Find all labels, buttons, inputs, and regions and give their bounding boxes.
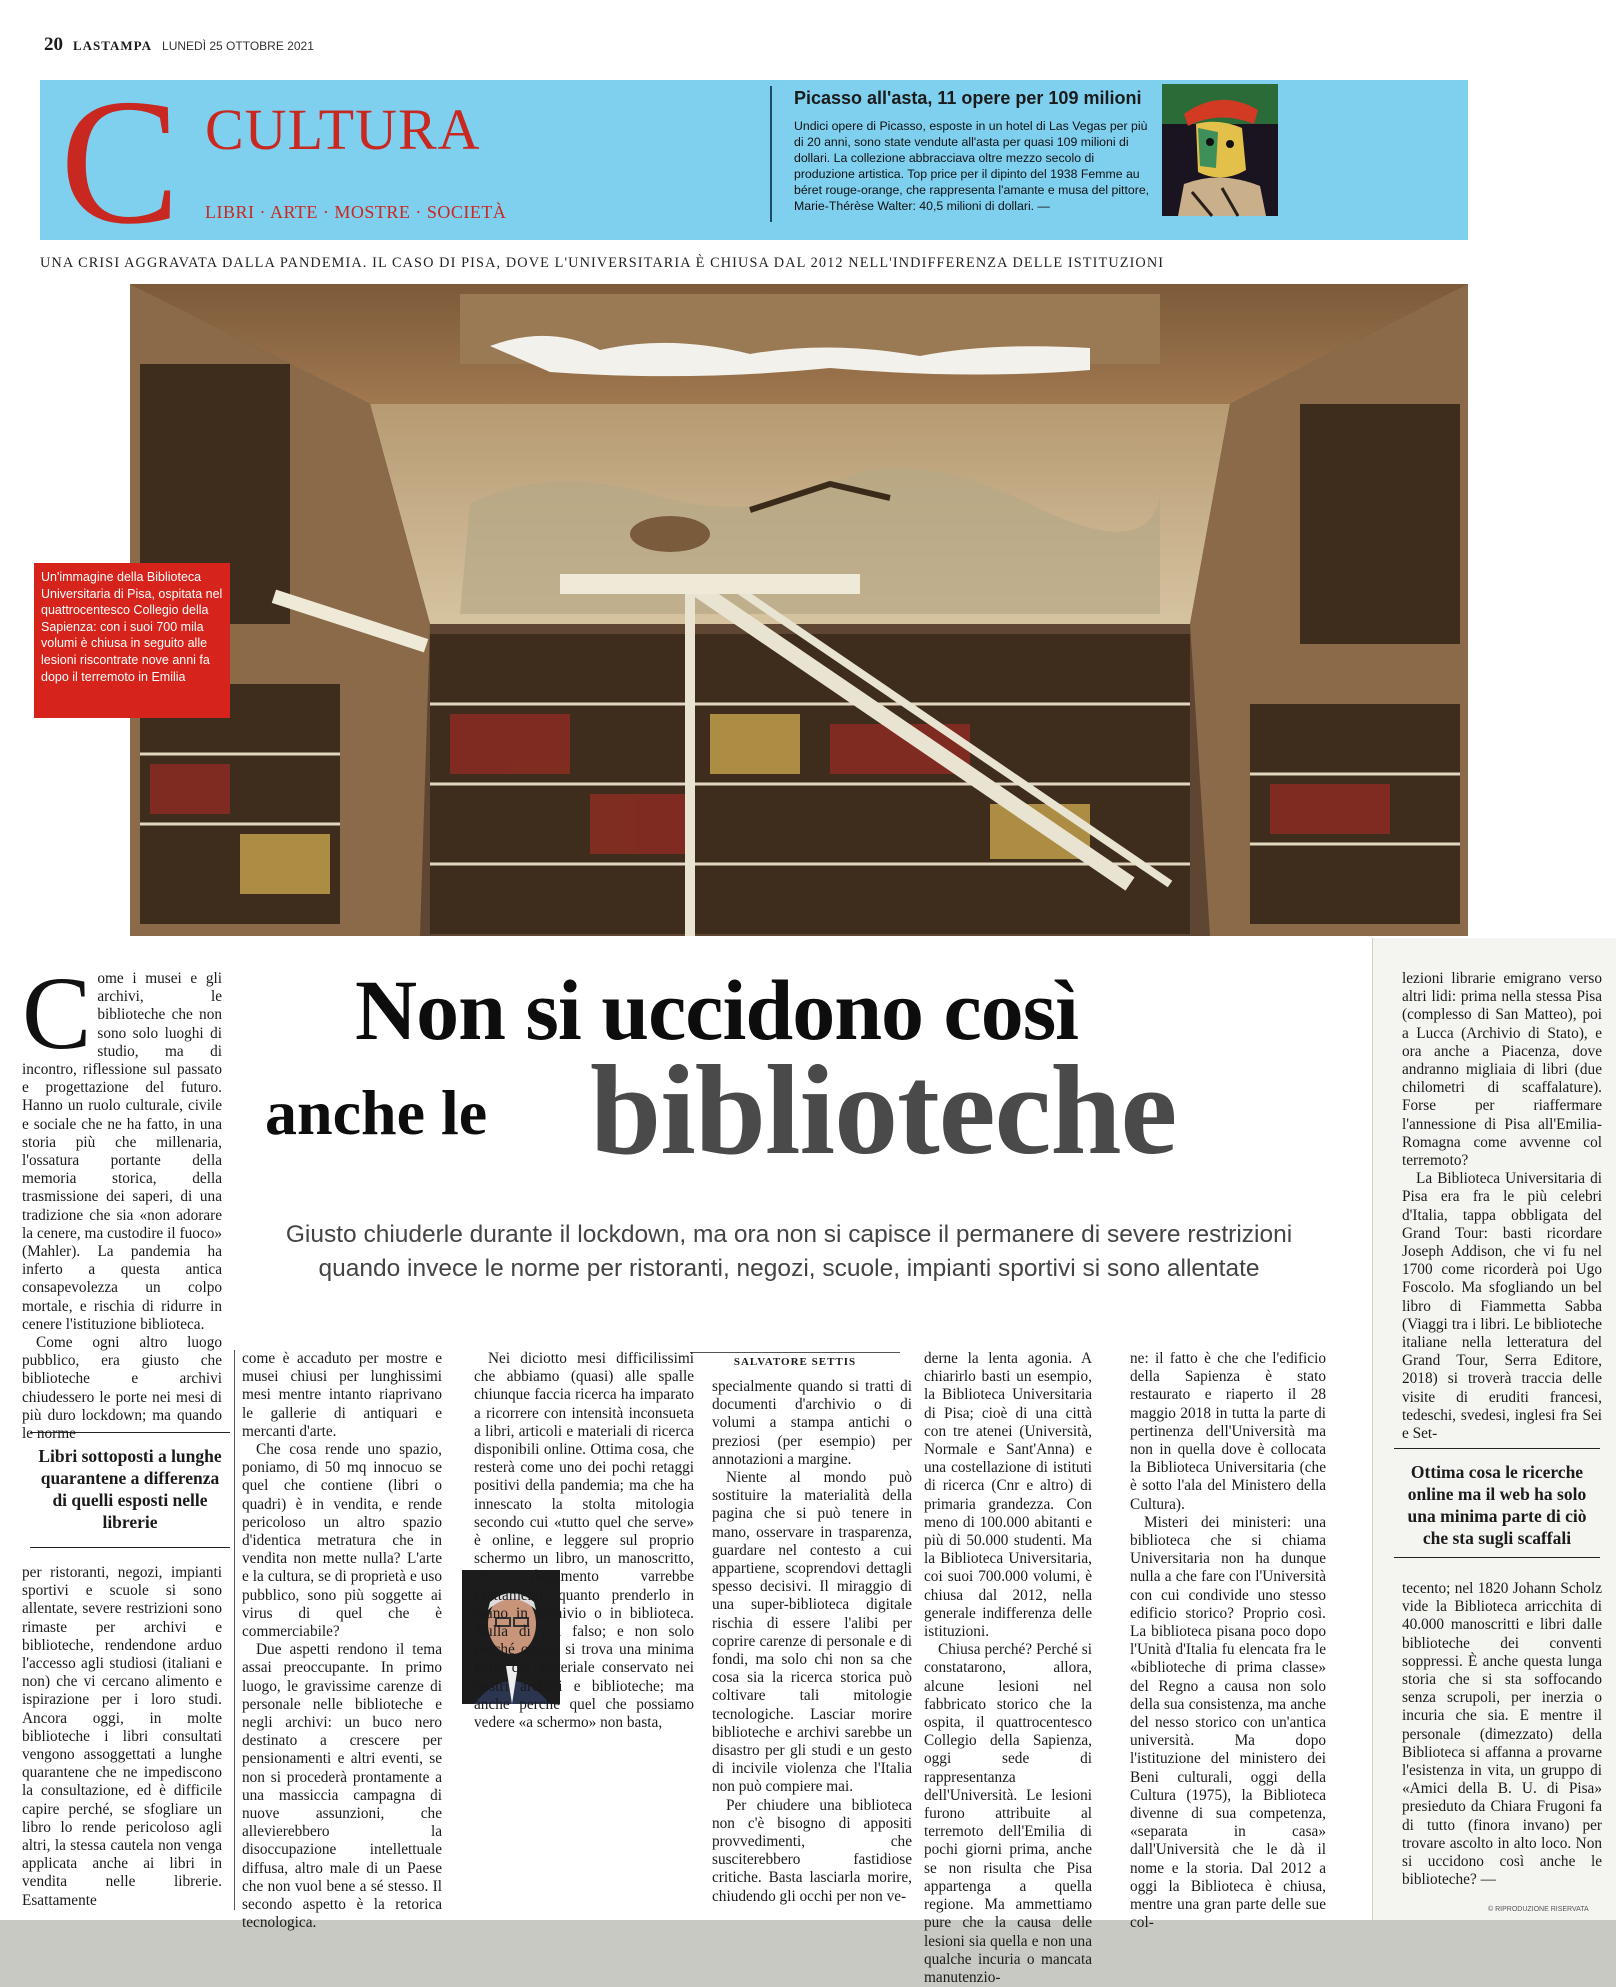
copyright-note: © RIPRODUZIONE RISERVATA bbox=[1488, 1906, 1589, 1913]
paragraph: tecento; nel 1820 Johann Scholz vide la Biblioteca arricchita di 40.000 manoscritti e libri dalle biblioteche dei conventi soppressi. È anche questa lunga storia che si sta soffocando senza scrupoli, per inerzia o incuria che sia. E mentre il personale (dimezzato) della Biblioteca si affanna a provarne l'esistenza in vita, un gruppo di «Amici della B. U. di Pisa» presieduto da Chiara Frugoni fa di tutto (finora invano) per trovare ascolto in alto loco. Non si uccidono così anche le biblioteche? — bbox=[1402, 1580, 1602, 1889]
section-initial: C bbox=[60, 62, 181, 261]
pull-quote-right: Ottima cosa le ricerche online ma il web ha solo una minima parte di ciò che sta sugli scaffali bbox=[1394, 1448, 1600, 1558]
article-column-7b bbox=[1402, 1580, 1602, 1902]
photo-caption: Un'immagine della Biblioteca Universitaria di Pisa, ospitata nel quattrocentesco Collegio della Sapienza: con i suoi 700 mila volumi è chiusa in seguito alle lesioni riscontrate nove anni fa dopo il terremoto in Emilia bbox=[34, 563, 230, 718]
article-column-5 bbox=[924, 1350, 1092, 1986]
paragraph: Due aspetti rendono il tema assai preoccupante. In primo luogo, le gravissime carenze di personale nelle biblioteche e negli archivi: un buco nero destinato a crescere per pensionamenti e altri eventi, se non si procederà prontamente a una massiccia campagna di nuove assunzioni, che allevierebbero la disoccupazione intellettuale diffusa, altro male di un Paese che non vuol bene a sé stesso. Il secondo aspetto è la retorica tecnologica. bbox=[242, 1641, 442, 1932]
paragraph: ne: il fatto è che che l'edificio della Sapienza è stato restaurato e riaperto il 28 maggio 2018 in tutta la parte di pertinenza dell'Università ma non in quella dove è collocata la Biblioteca Universitaria (che è sotto l'ala del Ministero della Cultura). bbox=[1130, 1350, 1326, 1513]
paragraph: Misteri dei ministeri: una biblioteca che si chiama Universitaria non ha dunque nulla a che fare con l'Università con cui condivide uno stesso edificio storico? Proprio così. La biblioteca pisana poco dopo l'Unità d'Italia fu elencata fra le «biblioteche di prima classe» del Regno a causa non solo della sua consistenza, ma anche del nesso storico con un'antica università. Ma dopo l'istituzione del ministero dei Beni culturali, oggi della Cultura (1975), la Biblioteca divenne di sua competenza, «separata in casa» dall'Università che le dà il nome e la storia. Dal 2012 a oggi la Biblioteca è chiusa, mentre una gran parte delle sue col- bbox=[1130, 1513, 1326, 1932]
headline-line-1: Non si uccidono così bbox=[355, 962, 1079, 1058]
article-column-3 bbox=[474, 1350, 694, 1912]
paragraph: Che cosa rende uno spazio, poniamo, di 50 mq innocuo se quel che contiene (libri o quadri) è in vendita, e rende pericoloso un altro spazio d'identica metratura che in vendita non mette nulla? L'arte e la cultura, se di proprietà e uso pubblico, sono più soggette ai virus di quel che è commerciabile? bbox=[242, 1441, 442, 1641]
paragraph: come è accaduto per mostre e musei chiusi per lunghissimi mesi mentre intanto riaprivano le gallerie di antiquari e mercanti d'arte. bbox=[242, 1350, 442, 1440]
news-brief bbox=[770, 86, 1150, 222]
paragraph: Per chiudere una biblioteca non c'è bisogno di appositi provvedimenti, che susciterebbero fastidiose critiche. Basta lasciarla morire, chiudendo gli occhi per non ve- bbox=[712, 1796, 912, 1905]
paragraph: La Biblioteca Universitaria di Pisa era fra le più celebri d'Italia, tappa obbligata del Grand Tour: basti ricordare Joseph Addison, che vi fu nel 1700 come ricorderà poi Ugo Foscolo. Ma sfogliando un bel libro di Fiammetta Sabba (Viaggi tra i libri. Le biblioteche italiane nella letteratura del Grand Tour, Serra Editore, 2018) si troverà traccia delle visite di eruditi francesi, tedeschi, svedesi, inglesi fra Sei e Set- bbox=[1402, 1170, 1602, 1443]
article-column-4 bbox=[712, 1378, 912, 1912]
pull-quote-left: Libri sottoposti a lunghe quarantene a differenza di quelli esposti nelle librerie bbox=[30, 1432, 230, 1548]
drop-cap: C bbox=[22, 956, 92, 1071]
paragraph: derne la lenta agonia. A chiarirlo basti un esempio, la Biblioteca Universitaria di Pisa; cioè di una città con tre atenei (Università, Normale e Sant'Anna) e una costellazione di istituti di ricerca (Cnr e altro) di primaria grandezza. Con meno di 100.000 abitanti e più di 50.000 studenti. Ma la Biblioteca Universitaria, coi suoi 700.000 volumi, è chiusa dal 2012, nella generale indifferenza delle istituzioni. bbox=[924, 1350, 1092, 1641]
paragraph: Niente al mondo può sostituire la materialità della pagina che si può tenere in mano, osservare in trasparenza, guardare nel contesto a cui appartiene, scoprendovi dettagli spesso decisivi. Il miraggio di una super-biblioteca digitale rischia di essere l'alibi per coprire carenze di personale e di fondi, ma solo chi non sa che cosa sia la ricerca storica può coltivare tali mitologie tecnologiche. Lasciar morire biblioteche e archivi sarebbe un disastro per gli studi e un gesto di incivile violenza che l'Italia non può compiere mai. bbox=[712, 1469, 912, 1796]
paragraph: Come ogni altro luogo pubblico, era giusto che biblioteche e archivi chiudessero le porte nei mesi di più duro lockdown; ma quando le norme bbox=[22, 1334, 222, 1443]
library-photo bbox=[130, 284, 1468, 936]
news-brief-body: Undici opere di Picasso, esposte in un hotel di Las Vegas per più di 20 anni, sono state vendute all'asta per quasi 109 milioni di dollari. La collezione abbracciava oltre mezzo secolo di produzione artistica. Top price per il dipinto del 1938 Femme au béret rouge-orange, che rappresenta l'amante e musa del pittore, Marie-Thérèse Walter: 40,5 milioni di dollari. — bbox=[794, 119, 1150, 213]
article-column-2 bbox=[242, 1350, 442, 1932]
paragraph: Nei diciotto mesi difficilissimi che abbiamo (quasi) alle spalle chiunque faccia ricerca ha imparato a ricorrere con intensità inconsueta a libri, articoli e materiali di ricerca disponibili online. Ottima cosa, che resterà come uno dei pochi retaggi positivi della pandemia; ma che ha innescato la stolta mitologia secondo cui «tutto quel che serve» è online, e leggere sul proprio schermo un libro, un manoscritto, un documento varrebbe esattamente quanto prenderlo in mano in archivio o in biblioteca. Nulla di più falso; e non solo perché online si trova una minima parte del materiale conservato nei nostri archivi e biblioteche; ma anche perché quel che possiamo vedere «a schermo» non basta, bbox=[474, 1350, 694, 1732]
paragraph: specialmente quando si tratti di documenti d'archivio o di volumi a stampa antichi o preziosi (per esempio) per annotazioni a margine. bbox=[712, 1378, 912, 1468]
news-brief-title: Picasso all'asta, 11 opere per 109 milioni bbox=[794, 88, 1142, 108]
folio-line bbox=[44, 34, 544, 58]
page-margin bbox=[1466, 0, 1616, 930]
byline: SALVATORE SETTIS bbox=[690, 1352, 900, 1370]
issue-date: LUNEDÌ 25 OTTOBRE 2021 bbox=[162, 39, 314, 53]
article-column-7 bbox=[1402, 970, 1602, 1443]
masthead: LASTAMPA bbox=[73, 38, 153, 53]
paragraph: per ristoranti, negozi, impianti sportivi e scuole si sono allentate, severe restrizioni sono rimaste per archivi e biblioteche, rendendone arduo l'accesso agli studiosi (italiani e non) che vi cercano alimento e ispirazione per i loro studi. Ancora oggi, in molte biblioteche i libri consultati vengono assoggettati a lunghe quarantene che ne impediscono la consultazione, ed è difficile capire perché, se sfogliare un libro lo rende pericoloso agli altri, la stessa cautela non venga applicata anche ai libri in vendita nelle librerie. Esattamente bbox=[22, 1564, 222, 1909]
article-column-1b bbox=[22, 1564, 222, 1912]
paragraph: Chiusa perché? Perché si constatarono, allora, alcune lesioni nel fabbricato storico che la ospita, il quattrocentesco Collegio della Sapienza, oggi sede di rappresentanza dell'Università. Le lesioni furono attribuite al terremoto dell'Emilia di pochi giorni prima, anche se non risulta che Pisa appartenga a quella regione. Ma ammettiamo pure che la causa delle lesioni sia quella e non una qualche incuria o mancata manutenzio- bbox=[924, 1641, 1092, 1986]
page-number: 20 bbox=[44, 34, 63, 55]
deck-line-1: Giusto chiuderle durante il lockdown, ma ora non si capisce il permanere di severe restrizioni bbox=[285, 1221, 1293, 1248]
picasso-painting-image bbox=[1162, 84, 1278, 216]
paragraph: lezioni librarie emigrano verso altri lidi: prima nella stessa Pisa (complesso di San Matteo), poi a Lucca (Archivio di Stato), e ora anche a Piacenza, dove andranno migliaia di libri (due chilometri di scaffalature). Forse per riaffermare l'annessione di Pisa all'Emilia-Romagna come avvenne col terremoto? bbox=[1402, 970, 1602, 1170]
kicker: UNA CRISI AGGRAVATA DALLA PANDEMIA. IL CASO DI PISA, DOVE L'UNIVERSITARIA È CHIUSA DAL 2012 NELL'INDIFFERENZA DELLE ISTITUZIONI bbox=[40, 255, 1165, 271]
column-rule bbox=[234, 1350, 235, 1910]
article-column-1 bbox=[22, 956, 222, 1443]
paragraph: ome i musei e gli archivi, le biblioteche che non sono solo luoghi di studio, ma di incontro, riflessione sul passato e progettazione del futuro. Hanno un ruolo culturale, civile e sociale che ne ha fatto, in una storia più che millenaria, l'ossatura portante della memoria storica, della trasmissione dei saperi, di una tradizione che sia «non adorare la cenere, ma custodire il fuoco» (Mahler). La pandemia ha inferto a questa antica consapevolezza un colpo mortale, e rischia di ridurre in cenere l'istituzione biblioteca. bbox=[22, 970, 222, 1333]
headline-line-2b: biblioteche bbox=[590, 1039, 1177, 1181]
headline-line-2a: anche le bbox=[265, 1077, 488, 1148]
article-column-6 bbox=[1130, 1350, 1326, 1932]
section-title: CULTURA bbox=[205, 97, 481, 162]
deck bbox=[244, 1218, 1334, 1288]
deck-line-2: quando invece le norme per ristoranti, negozi, scuole, impianti sportivi si sono allentate bbox=[318, 1255, 1260, 1282]
section-tags: LIBRI · ARTE · MOSTRE · SOCIETÀ bbox=[205, 202, 507, 222]
